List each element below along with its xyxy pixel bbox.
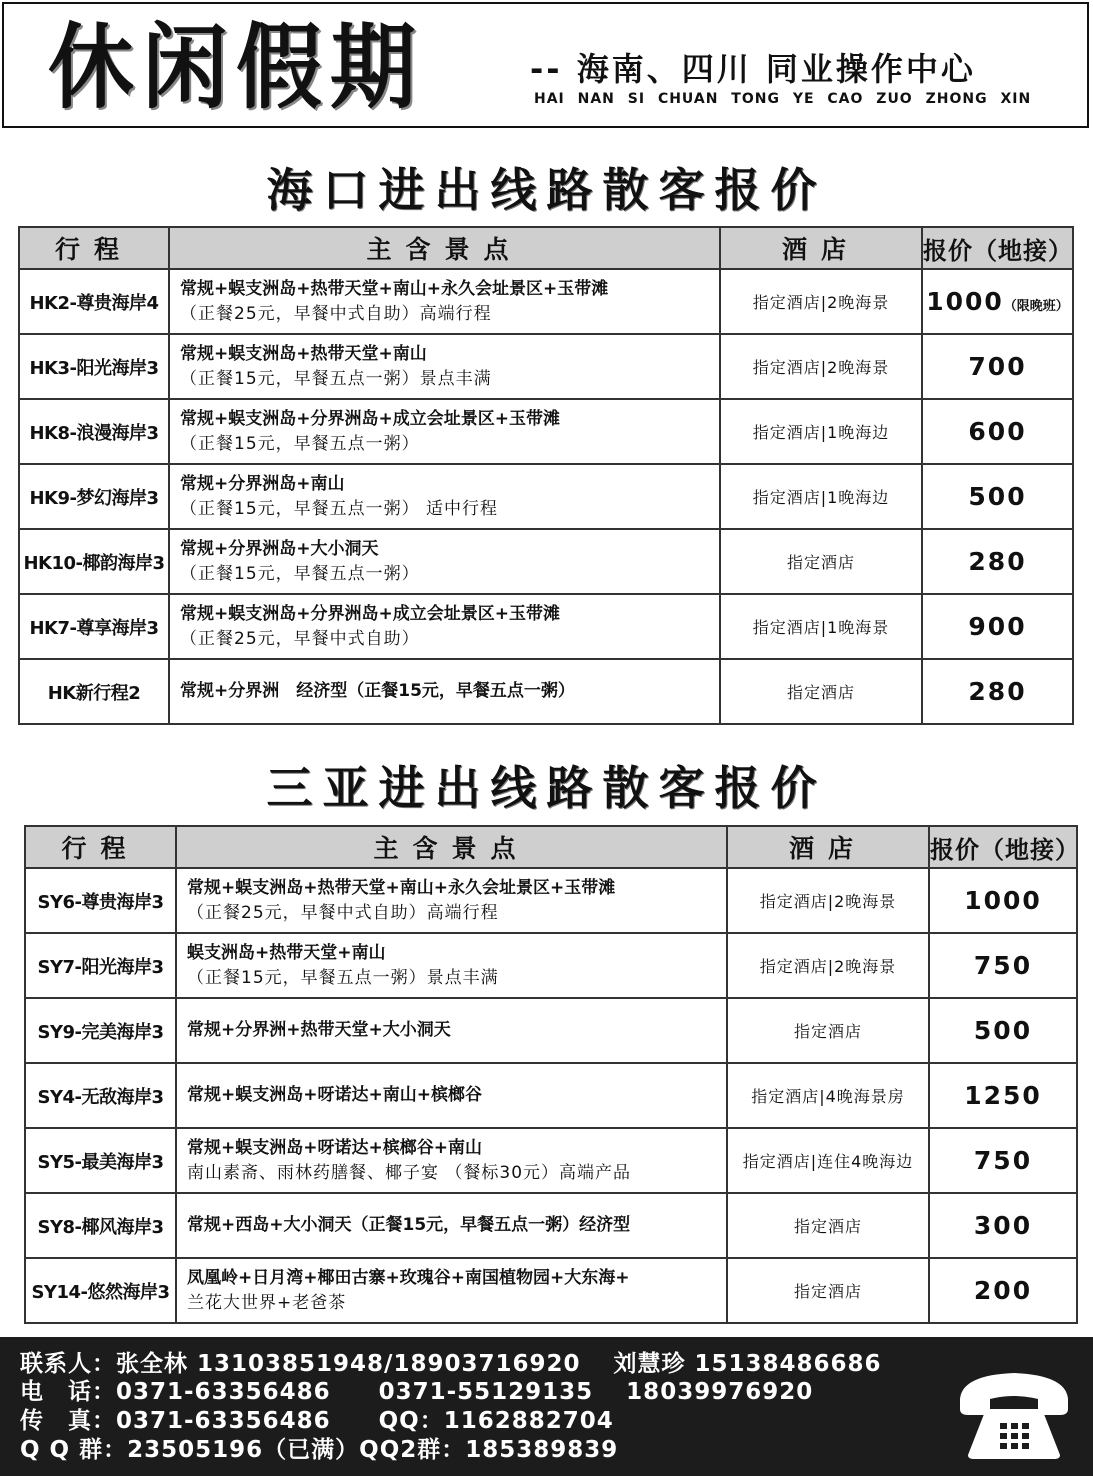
route-code: SY14-悠然海岸3 [25,1258,176,1323]
spots-line: 常规+蜈支洲岛+热带天堂+南山+永久会址景区+玉带滩 [180,278,609,299]
spots-detail: （正餐25元，早餐中式自助）高端行程 [187,902,499,923]
hotel-cell: 指定酒店|2晚海景 [727,933,929,998]
price-cell [929,998,1077,1063]
spots-cell [169,399,720,464]
price-value: 1000 [964,886,1042,915]
spots-cell [169,334,720,399]
hotel-cell: 指定酒店 [727,998,929,1063]
spots-detail: （正餐25元，早餐中式自助） [180,628,420,649]
hotel-cell: 指定酒店|2晚海景 [727,868,929,933]
haikou-price-table [18,226,1074,725]
spots-detail: 兰花大世界+老爸茶 [187,1292,347,1313]
spots-cell [176,1063,727,1128]
route-code: SY5-最美海岸3 [25,1128,176,1193]
price-value: 500 [968,482,1027,511]
spots-line: 常规+蜈支洲岛+呀诺达+南山+槟榔谷 [187,1085,482,1105]
brand-logo: 休闲假期 [48,13,424,122]
price-cell [922,269,1073,334]
spots-cell [176,1258,727,1323]
contact-fax-qq: 传 真：0371-63356486 QQ：1162882704 [20,1408,614,1434]
route-code: HK2-尊贵海岸4 [19,269,169,334]
spots-detail: （正餐15元，早餐五点一粥）景点丰满 [187,967,499,988]
sanya-title: 三亚进出线路散客报价 [266,761,827,815]
price-value: 900 [968,612,1027,641]
table-row [19,334,1073,399]
price-cell [929,1063,1077,1128]
haikou-title: 海口进出线路散客报价 [266,163,827,217]
table-row [19,594,1073,659]
spots-cell [169,594,720,659]
spots-detail: （正餐15元，早餐五点一粥）景点丰满 [180,368,492,389]
hotel-cell: 指定酒店 [727,1258,929,1323]
price-value: 750 [973,951,1033,980]
table-row [25,1193,1077,1258]
spots-cell [169,464,720,529]
col-header-hotel: 酒店 [720,227,922,269]
col-header-hotel: 酒店 [727,826,929,868]
table-row [19,659,1073,724]
spots-line: 常规+蜈支洲岛+分界洲岛+成立会址景区+玉带滩 [180,408,560,429]
hotel-cell: 指定酒店|2晚海景 [720,334,922,399]
price-value: 700 [968,352,1027,381]
spots-cell [169,659,720,724]
spots-cell [176,933,727,998]
spots-cell [176,1128,727,1193]
spots-detail: （正餐15元，早餐五点一粥） [180,433,420,454]
spots-cell [169,269,720,334]
contact-qq-group: Q Q 群：23505196（已满）QQ2群：185389839 [20,1437,619,1463]
price-cell [929,1128,1077,1193]
spots-cell [176,868,727,933]
route-code: SY9-完美海岸3 [25,998,176,1063]
contact-persons: 联系人：张全林 13103851948/18903716920 刘慧珍 15138486686 [20,1351,882,1377]
spots-line: 常规+分界洲 经济型（正餐15元，早餐五点一粥） [180,681,575,701]
table-row [25,933,1077,998]
hotel-cell: 指定酒店|2晚海景 [720,269,922,334]
route-code: SY8-椰风海岸3 [25,1193,176,1258]
spots-cell [169,529,720,594]
price-value: 500 [973,1016,1033,1045]
table-header-row [19,227,1073,269]
route-code: SY7-阳光海岸3 [25,933,176,998]
spots-cell [176,1193,727,1258]
hotel-cell: 指定酒店|1晚海边 [720,464,922,529]
hotel-cell: 指定酒店|1晚海景 [720,594,922,659]
col-header-route: 行程 [19,227,169,269]
route-code: HK8-浪漫海岸3 [19,399,169,464]
contact-phone: 电 话：0371-63356486 0371-55129135 18039976920 [20,1379,814,1405]
route-code: HK9-梦幻海岸3 [19,464,169,529]
col-header-price: 报价（地接） [929,826,1077,868]
spots-detail: （正餐15元，早餐五点一粥） [180,563,420,584]
price-cell [929,1258,1077,1323]
header-pinyin: HAI NAN SI CHUAN TONG YE CAO ZUO ZHONG XIN [534,91,1032,107]
spots-detail: （正餐25元，早餐中式自助）高端行程 [180,303,492,324]
spots-line: 蜈支洲岛+热带天堂+南山 [187,942,386,963]
price-value: 280 [968,677,1027,706]
table-row [25,998,1077,1063]
hotel-cell: 指定酒店|1晚海边 [720,399,922,464]
col-header-spots: 主含景点 [169,227,720,269]
price-value: 750 [973,1146,1033,1175]
col-header-route: 行程 [25,826,176,868]
route-code: HK7-尊享海岸3 [19,594,169,659]
price-cell [922,659,1073,724]
route-code: HK3-阳光海岸3 [19,334,169,399]
price-cell [922,334,1073,399]
spots-line: 常规+蜈支洲岛+热带天堂+南山 [180,343,427,364]
spots-cell [176,998,727,1063]
hotel-cell: 指定酒店 [720,659,922,724]
table-row [19,464,1073,529]
table-row [25,868,1077,933]
route-code: HK新行程2 [19,659,169,724]
price-value: 600 [968,417,1027,446]
route-code: SY6-尊贵海岸3 [25,868,176,933]
col-header-spots: 主含景点 [176,826,727,868]
spots-detail: （正餐15元，早餐五点一粥） 适中行程 [180,498,499,519]
telephone-icon [952,1365,1076,1463]
price-cell [922,464,1073,529]
spots-detail: 南山素斋、雨林药膳餐、椰子宴 （餐标30元）高端产品 [187,1162,632,1183]
spots-line: 常规+分界洲岛+南山 [180,473,345,494]
hotel-cell: 指定酒店 [720,529,922,594]
sanya-price-table [24,825,1078,1324]
price-value: 280 [968,547,1027,576]
table-row [25,1063,1077,1128]
hotel-cell: 指定酒店|连住4晚海边 [727,1128,929,1193]
hotel-cell: 指定酒店|4晚海景房 [727,1063,929,1128]
header [2,2,1089,128]
price-cell [929,1193,1077,1258]
table-header-row [25,826,1077,868]
spots-line: 常规+西岛+大小洞天（正餐15元，早餐五点一粥）经济型 [187,1215,631,1235]
spots-line: 常规+分界洲岛+大小洞天 [180,538,379,559]
spots-line: 常规+分界洲+热带天堂+大小洞天 [187,1020,451,1040]
price-value: 1250 [964,1081,1042,1110]
price-cell [922,529,1073,594]
price-cell [929,933,1077,998]
col-header-price: 报价（地接） [922,227,1073,269]
contact-footer [0,1337,1093,1476]
price-cell [922,399,1073,464]
table-row [19,269,1073,334]
table-row [19,529,1073,594]
hotel-cell: 指定酒店 [727,1193,929,1258]
table-row [25,1128,1077,1193]
price-value: 200 [973,1276,1033,1305]
price-value: 300 [973,1211,1033,1240]
table-row [19,399,1073,464]
price-cell [922,594,1073,659]
route-code: SY4-无敌海岸3 [25,1063,176,1128]
spots-line: 常规+蜈支洲岛+分界洲岛+成立会址景区+玉带滩 [180,603,560,624]
spots-line: 凤凰岭+日月湾+椰田古寨+玫瑰谷+南国植物园+大东海+ [187,1267,630,1288]
spots-line: 常规+蜈支洲岛+呀诺达+槟榔谷+南山 [187,1137,482,1158]
price-value: 1000 [926,287,1004,316]
price-cell [929,868,1077,933]
spots-line: 常规+蜈支洲岛+热带天堂+南山+永久会址景区+玉带滩 [187,877,616,898]
route-code: HK10-椰韵海岸3 [19,529,169,594]
price-note: （限晚班） [1003,299,1069,314]
header-subtitle: -- 海南、四川 同业操作中心 [530,50,976,88]
table-row [25,1258,1077,1323]
